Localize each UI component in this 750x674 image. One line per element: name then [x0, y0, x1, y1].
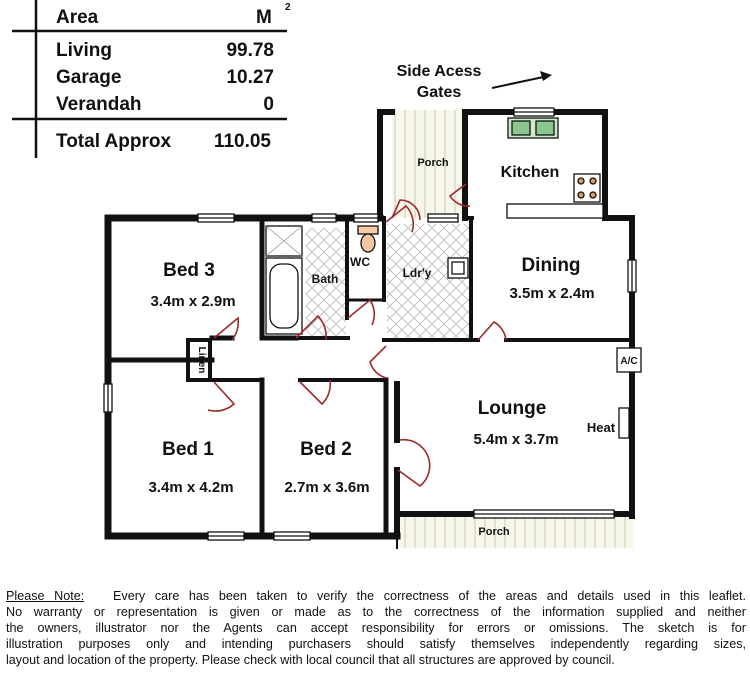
note-line-2: No warranty or representation is given or made as to the correctness of the information supplied and neither — [6, 605, 746, 619]
room-porch-top: Porch — [417, 157, 449, 169]
note-line1-text: Every care has been taken to verify the correctness of the areas and details used in this leaflet. — [113, 589, 747, 603]
room-bed2: Bed 2 — [300, 439, 352, 460]
area-row-verandah-value: 0 — [263, 94, 274, 115]
porch-bottom-floor — [397, 514, 633, 548]
heater — [619, 408, 629, 438]
door-bed2 — [300, 380, 330, 404]
room-kitchen: Kitchen — [500, 164, 560, 181]
note-title: Please Note: — [6, 589, 85, 603]
door-lounge-hall — [370, 346, 386, 378]
area-table — [12, 0, 291, 158]
room-laundry: Ldr'y — [402, 266, 432, 280]
room-heat: Heat — [586, 420, 616, 435]
room-bed1-dims: 3.4m x 4.2m — [148, 479, 234, 496]
room-bed3-dims: 3.4m x 2.9m — [150, 293, 236, 310]
door-bed1 — [208, 382, 234, 411]
note-line-4: illustration purposes only and intending purchasers should satisfy themselves independently regarding sizes, — [6, 637, 746, 651]
area-total-label: Total Approx — [56, 131, 172, 152]
area-row-garage-label: Garage — [56, 67, 122, 88]
area-row-verandah-label: Verandah — [56, 94, 142, 115]
room-bath: Bath — [311, 272, 339, 286]
side-access-line1: Side Acess — [396, 63, 482, 80]
side-access-line2: Gates — [416, 84, 462, 101]
area-header-label: Area — [56, 7, 99, 28]
laundry-floor — [387, 224, 471, 338]
arrow-right-icon — [492, 71, 552, 88]
door-wc — [348, 300, 374, 325]
room-lounge-dims: 5.4m x 3.7m — [473, 431, 559, 448]
note-line-1 — [6, 588, 746, 604]
cooktop — [574, 174, 600, 202]
room-bed2-dims: 2.7m x 3.6m — [284, 479, 370, 496]
room-linen: Linen — [196, 346, 207, 374]
door-dining — [478, 322, 506, 340]
room-dining: Dining — [521, 255, 581, 276]
area-row-living-value: 99.78 — [226, 40, 274, 61]
room-porch-bottom: Porch — [478, 526, 510, 538]
room-bed1: Bed 1 — [162, 439, 214, 460]
room-lounge: Lounge — [477, 398, 547, 419]
area-row-garage-value: 10.27 — [226, 67, 274, 88]
note-line-5: layout and location of the property. Please check with local council that all structures are approved by council. — [6, 653, 615, 667]
room-wc: WC — [350, 255, 370, 269]
room-bed3: Bed 3 — [163, 260, 215, 281]
side-access-annotation — [397, 63, 552, 101]
room-ac: A/C — [620, 356, 638, 367]
area-total-value: 110.05 — [213, 131, 271, 152]
area-header-unit-sup: 2 — [285, 2, 291, 13]
note-line-3: the owners, illustrator nor the Agents can accept responsibility for errors or omissions. The sketch is for — [6, 621, 746, 635]
door-front — [398, 440, 430, 486]
room-dining-dims: 3.5m x 2.4m — [509, 285, 595, 302]
area-header-unit: M — [256, 7, 272, 28]
area-row-living-label: Living — [56, 40, 112, 61]
disclaimer-note — [6, 588, 746, 668]
